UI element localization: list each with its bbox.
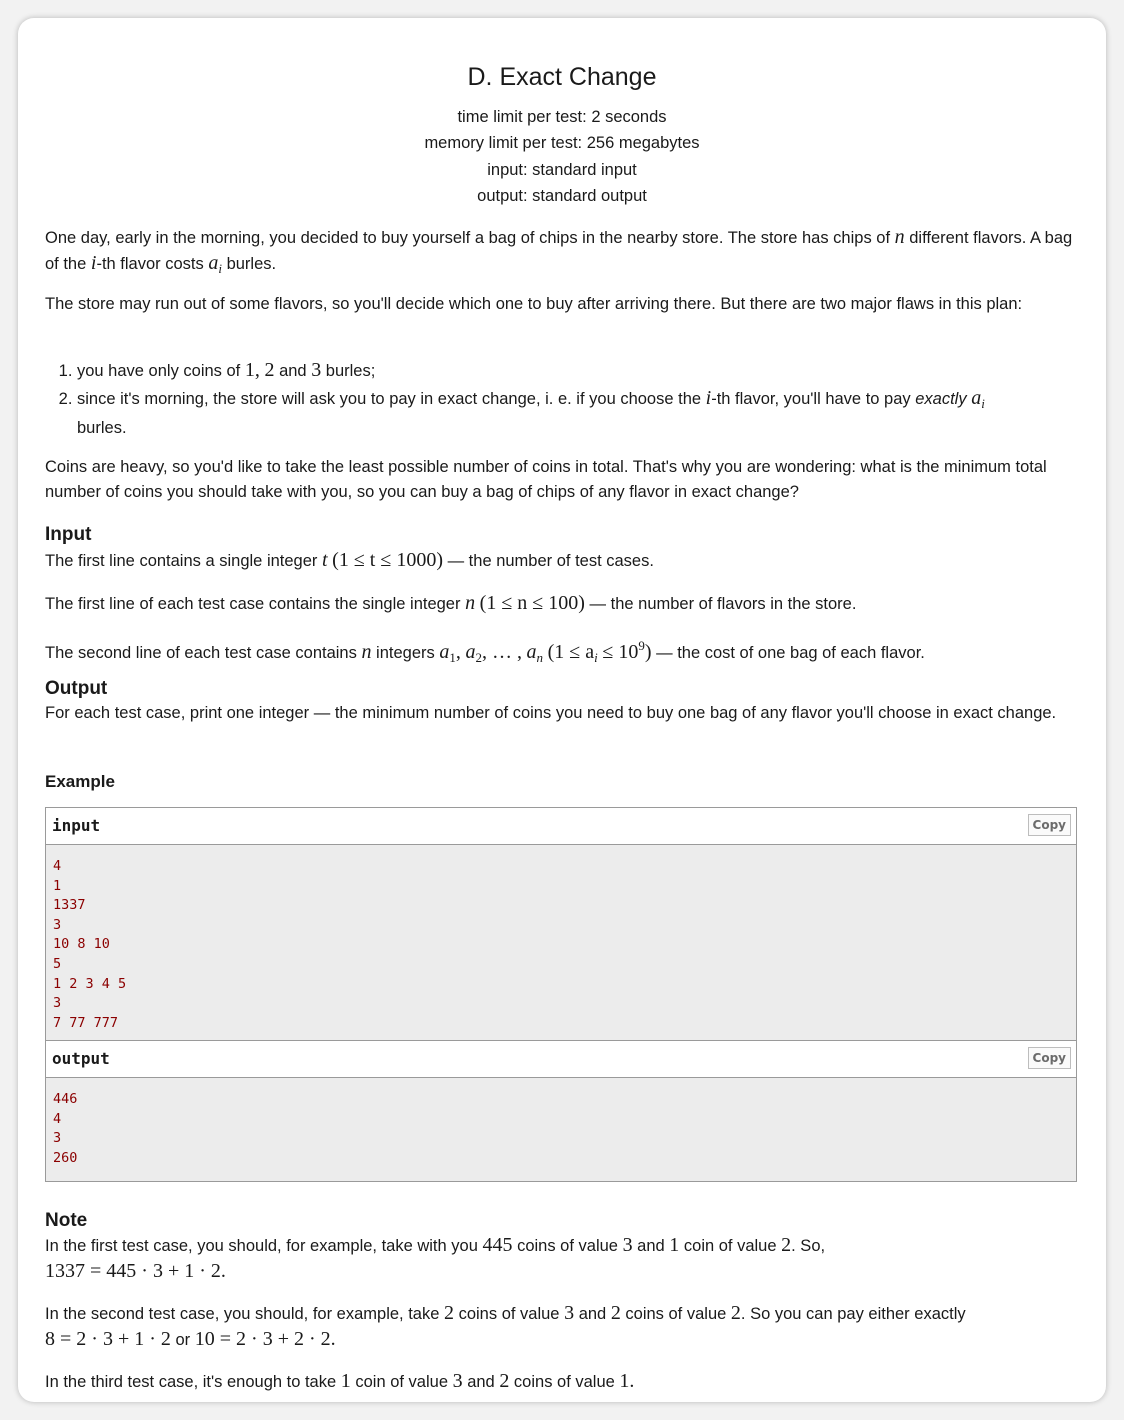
math-3: 3 bbox=[311, 359, 322, 381]
text: you have only coins of bbox=[77, 362, 241, 380]
math-equation: 10 = 2 · 3 + 2 · 2. bbox=[194, 1327, 336, 1350]
legend bbox=[45, 225, 1079, 281]
text: — the cost of one bag of each flavor. bbox=[656, 644, 925, 662]
text: — the number of flavors in the store. bbox=[589, 594, 857, 613]
text: One day, early in the morning, you decided to buy yourself a bag of chips in the nearby store. The store has chips of bbox=[45, 229, 891, 247]
text: The first line contains a single integer bbox=[45, 552, 318, 570]
math-sub-i: i bbox=[218, 260, 222, 276]
math-1: 1 bbox=[669, 1234, 680, 1256]
math-sub: i bbox=[594, 650, 598, 665]
list-item bbox=[77, 386, 1079, 441]
math-a: a bbox=[526, 641, 537, 663]
math-sup: 9 bbox=[638, 638, 645, 653]
example-box bbox=[45, 807, 1079, 1182]
math-2: 2 bbox=[264, 359, 275, 381]
math-sub: 1 bbox=[449, 650, 456, 665]
math-1: 1 bbox=[340, 1370, 351, 1392]
text: The store may run out of some flavors, so you'll decide which one to buy after arriving there. But there are two major flaws in this plan: bbox=[45, 295, 1023, 313]
math-n: n bbox=[894, 226, 905, 248]
sample-tests bbox=[45, 807, 1077, 1182]
text: different flavors. A bag of the bbox=[45, 229, 1073, 273]
math-equation: 8 = 2 · 3 + 1 · 2 bbox=[45, 1327, 171, 1350]
input-line-3: The second line of each test case contains n integers $a_1$, $a_2$, … , $a_n$ $(1 \le a_i \le 10^9)$ — the cost of one bag of each flavor. bbox=[45, 638, 925, 665]
legend-paragraph-2 bbox=[45, 292, 1079, 317]
math-3: 3 bbox=[452, 1370, 463, 1392]
math-a: a bbox=[208, 251, 219, 274]
input-heading: Input bbox=[45, 524, 92, 545]
problem-title: D. Exact Change bbox=[467, 63, 657, 91]
note-heading: Note bbox=[45, 1210, 88, 1231]
math-i: i bbox=[90, 251, 97, 274]
output-header bbox=[46, 1041, 1076, 1078]
math-2: 2 bbox=[610, 1302, 621, 1324]
math-3: 3 bbox=[622, 1234, 633, 1256]
sample-output: 446 4 3 260 bbox=[46, 1078, 1076, 1181]
input-section bbox=[45, 524, 1079, 671]
text: or bbox=[175, 1330, 191, 1349]
text: Coins are heavy, so you'd like to take the least possible number of coins in total. That's why you are wondering: what is the minimum total number of coins you should take with you, so you can buy a bag of chips of any flavor in exact change? bbox=[45, 458, 1047, 501]
output-section bbox=[45, 678, 1079, 726]
text: In the second test case, you should, for example, take bbox=[45, 1305, 440, 1323]
output-heading: Output bbox=[45, 678, 108, 699]
input-label: input bbox=[52, 816, 101, 835]
input-file: input: standard input bbox=[487, 160, 637, 179]
math-sub-i: i bbox=[981, 395, 985, 411]
math-2: 2 bbox=[730, 1302, 741, 1324]
copy-input-button[interactable]: Copy bbox=[1028, 814, 1071, 836]
text: coins of value bbox=[458, 1305, 560, 1323]
problem-header bbox=[45, 18, 1079, 209]
output-text: For each test case, print one integer — the minimum number of coins you need to buy one bag of any flavor you'll choose in exact change. bbox=[45, 704, 1057, 722]
text: -th flavor costs bbox=[96, 254, 204, 273]
math-range: ) bbox=[644, 641, 652, 663]
math-2: 2 bbox=[499, 1370, 510, 1392]
math-n: n bbox=[361, 641, 372, 663]
text: — the number of test cases. bbox=[447, 552, 654, 570]
input-line-2 bbox=[45, 591, 1079, 617]
math-comma: , bbox=[254, 359, 260, 381]
text: -th flavor, you'll have to pay bbox=[711, 389, 911, 408]
math-1: 1. bbox=[619, 1370, 635, 1392]
list-item bbox=[77, 358, 1079, 384]
time-limit: time limit per test: 2 seconds bbox=[457, 108, 667, 126]
text: coins of value bbox=[517, 1237, 618, 1255]
math-range: (1 ≤ a bbox=[547, 641, 595, 663]
text: burles; bbox=[325, 362, 376, 380]
math-t: t bbox=[322, 549, 328, 571]
math-sub: n bbox=[536, 650, 544, 665]
text: since it's morning, the store will ask you to pay in exact change, i. e. if you choose the bbox=[77, 389, 702, 408]
math-a: a bbox=[971, 386, 982, 409]
input-line-1 bbox=[45, 548, 1079, 574]
input-header bbox=[46, 808, 1076, 845]
math-n: n bbox=[465, 591, 476, 614]
text: and bbox=[578, 1305, 607, 1323]
emphasis: exactly bbox=[915, 389, 967, 408]
text: coin of value bbox=[683, 1237, 777, 1255]
text: In the third test case, it's enough to take bbox=[45, 1373, 337, 1391]
copy-output-button[interactable]: Copy bbox=[1028, 1047, 1071, 1069]
math-equation: 1337 = 445 · 3 + 1 · 2. bbox=[45, 1259, 226, 1282]
math-i: i bbox=[705, 386, 712, 409]
output-file: output: standard output bbox=[477, 186, 647, 205]
note-case-2 bbox=[45, 1301, 1079, 1352]
text: coins of value bbox=[513, 1373, 615, 1391]
problem-card bbox=[18, 18, 1106, 1402]
text: . So, bbox=[791, 1237, 826, 1255]
math-t-range: (1 ≤ t ≤ 1000) bbox=[332, 549, 443, 571]
example-heading: Example bbox=[45, 772, 115, 791]
text: and bbox=[637, 1237, 665, 1255]
flaws-list bbox=[45, 358, 1079, 441]
output-label: output bbox=[52, 1049, 110, 1068]
text: coin of value bbox=[355, 1373, 449, 1391]
math-3: 3 bbox=[564, 1302, 575, 1324]
note-section bbox=[45, 1210, 1079, 1395]
legend-paragraph-1 bbox=[45, 225, 1079, 281]
math-445: 445 bbox=[482, 1234, 513, 1256]
math-sub: 2 bbox=[475, 650, 482, 665]
text: and bbox=[279, 362, 307, 380]
note-case-3 bbox=[45, 1369, 1079, 1395]
math-2: 2 bbox=[781, 1234, 792, 1256]
math-a: a bbox=[439, 641, 450, 663]
memory-limit: memory limit per test: 256 megabytes bbox=[424, 134, 700, 153]
math-a: a bbox=[465, 641, 476, 663]
math-dots: , … , bbox=[481, 641, 522, 663]
math-n-range: (1 ≤ n ≤ 100) bbox=[479, 591, 585, 614]
text: and bbox=[467, 1373, 495, 1391]
math-range: ≤ 10 bbox=[602, 641, 639, 663]
text: The first line of each test case contains the single integer bbox=[45, 594, 461, 613]
text: integers bbox=[376, 644, 435, 662]
text: In the first test case, you should, for example, take with you bbox=[45, 1237, 478, 1255]
text: The second line of each test case contains bbox=[45, 644, 357, 662]
text: coins of value bbox=[625, 1305, 727, 1323]
example-section bbox=[45, 771, 1079, 793]
math-1: 1 bbox=[244, 359, 255, 381]
sample-input: 4 1 1337 3 10 8 10 5 1 2 3 4 5 3 7 77 777 bbox=[46, 845, 1076, 1040]
legend-paragraph-3 bbox=[45, 455, 1079, 504]
text: burles. bbox=[226, 254, 277, 273]
text: . So you can pay either exactly bbox=[740, 1305, 966, 1323]
text: burles. bbox=[77, 419, 127, 437]
math-2: 2 bbox=[444, 1302, 454, 1324]
note-case-1 bbox=[45, 1233, 1079, 1284]
